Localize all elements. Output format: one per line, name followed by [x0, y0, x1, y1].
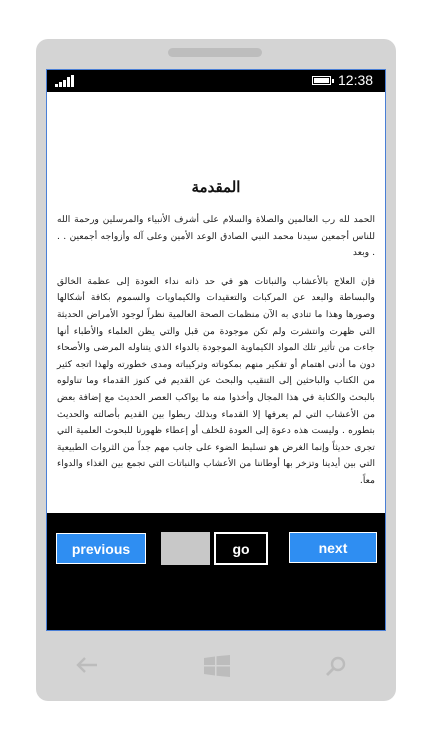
windows-start-icon[interactable]	[204, 655, 230, 677]
status-bar	[47, 70, 385, 92]
back-arrow-icon[interactable]	[76, 656, 98, 674]
page-title: المقدمة	[191, 178, 241, 196]
hardware-nav-bar	[36, 631, 396, 701]
phone-screen	[46, 69, 386, 631]
phone-frame	[36, 39, 396, 701]
signal-bars-icon	[55, 75, 75, 87]
search-icon[interactable]	[325, 656, 347, 676]
next-button[interactable]: next	[289, 532, 377, 563]
previous-button[interactable]: previous	[56, 533, 146, 564]
reader-controls	[47, 513, 385, 631]
battery-icon	[312, 76, 331, 85]
phone-speaker	[168, 48, 262, 57]
paragraph: الحمد لله رب العالمين والصلاة والسلام على أشرف الأنبياء والمرسلين ورحمة الله للناس أجمعين سيدنا محمد النبي الصادق الوعد الأمين وعلى آله وأزواجه أجمعين . . . وبعد	[57, 214, 375, 259]
book-page[interactable]	[47, 92, 385, 513]
paragraph: فإن العلاج بالأعشاب والنباتات هو في حد ذاته نداء العودة إلى عظمة الخالق والبساطة والبعد عن المركبات والتعقيدات والكيماويات والسموم بكافة أشكالها وصورها وهذا ما تنادي به الآن منظمات الصحة العالمية نظراً لوجود الأمراض الحديثة التي ظهرت وانتشرت ولم تكن موجودة من قبل والتي يظن العلماء والأطباء أنها جاءت من تأثير تلك المواد الكيماوية الموجودة بالدواء الذي يتناوله المرضى والأصحاء دون ما أدنى اهتمام أو تفكير منهم بمكوناته وتركيباته ومدى خطورته ولهذا اتجه كثير من الكتاب والباحثين إلى التنقيب والبحث عن القديم في كنوز القدماء وما تناولوه بالبحث والكتابة في هذا المجال وأخذوا منه ما يواكب العصر الحديث مع إضافة بعض من الأعشاب التي لم يعرفها إلا القدماء وبذلك ربطوا بين القديم بأصالته والحديث بتطوره . وليست هذه دعوة إلى العودة للخلف أو إعطاء ظهورنا للبحوث العلمية التي تجرى حديثاً وإنما الغرض هو تسليط الضوء على جانب مهم جداً من الثروات الطبيعية التي بين أيدينا وتزخر بها أوطاننا من الأعشاب والنباتات التي تجمع بين الغذاء والدواء معاً.	[57, 275, 375, 486]
go-button[interactable]: go	[214, 532, 268, 565]
page-number-input[interactable]	[161, 532, 210, 565]
status-time: 12:38	[338, 72, 374, 88]
page-body	[57, 212, 375, 502]
